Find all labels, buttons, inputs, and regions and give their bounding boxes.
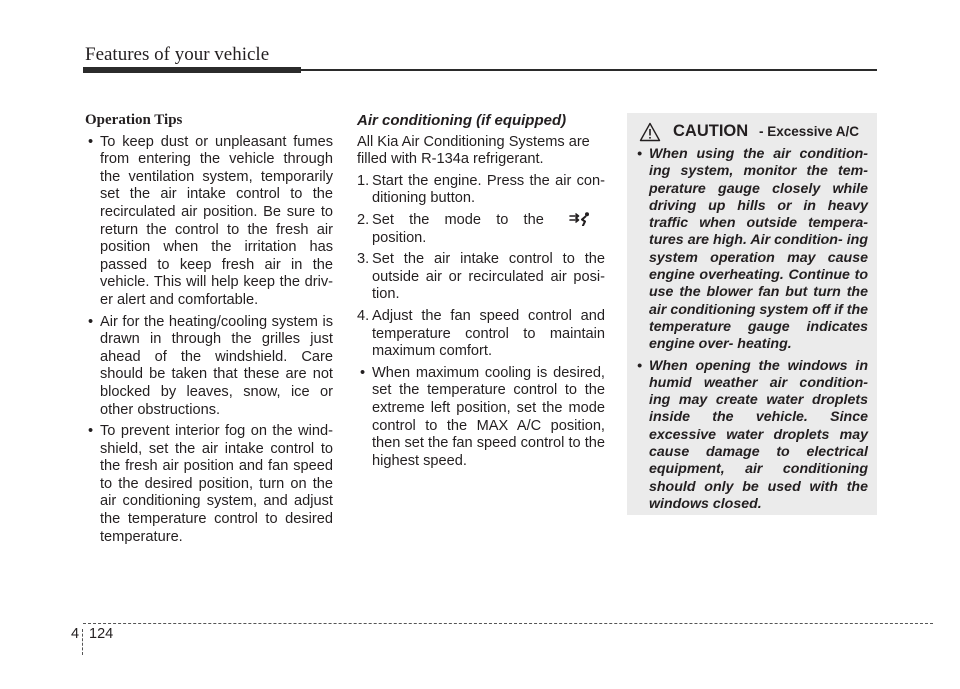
page-number: 124 <box>89 626 114 642</box>
caution-subtitle: - Excessive A/C <box>759 124 860 139</box>
ac-step-3 <box>357 251 605 304</box>
tip-bullet-3: • To prevent interior fog on the wind- shield, set the air intake control to the fresh air position and fan speed to the desired position, turn on the air conditioning system, and adjust the temperature control to desired temperature. <box>85 423 333 546</box>
ac-max-cooling-bullet: • When maximum cooling is desired, set the temperature control to the extreme left position, set the mode control to the MAX A/C position, then set the fan speed control to the highest speed. <box>357 365 605 471</box>
caution-bullet-2: • When opening the windows in humid weather air condition- ing may create water droplets inside the vehicle. Since excessive water droplets may cause damage to electrical equipment, air conditioning should only be used with the windows closed. <box>634 358 868 514</box>
header-rule-thin <box>301 69 877 71</box>
ac-step-number: 2. <box>357 211 370 228</box>
caution-bullet-1: • When using the air condition- ing system, monitor the tem- perature gauge closely while driving up hills or in heavy traffic when outside tempera- tures are high. Air condition- ing system operation may cause engine overheating. Continue to use the blower fan but turn the air conditioning system off if the temperature gauge indicates engine over- heating. <box>634 146 868 354</box>
operation-tips-column <box>85 112 333 550</box>
ac-step-1 <box>357 173 605 208</box>
tip-bullet-1: • To keep dust or unpleasant fumes from entering the vehicle through the ventilation system, temporarily set the air intake control to the recirculated air position. Be sure to return the control to the fresh air position when the irritation has passed to keep fresh air in the vehicle. This will help keep the driv- er alert and comfortable. <box>85 134 333 310</box>
ac-step-text: Start the engine. Press the air con- ditioning button. <box>372 172 605 207</box>
ac-step-4 <box>357 308 605 361</box>
ac-step-number: 1. <box>357 172 370 189</box>
caution-box <box>627 113 877 515</box>
warning-triangle-icon <box>639 122 661 142</box>
operation-tips-heading: Operation Tips <box>85 112 183 128</box>
footer-dashed-rule <box>83 623 933 624</box>
ac-step-text-after: position. <box>372 229 427 246</box>
air-conditioning-heading: Air conditioning (if equipped) <box>357 112 567 129</box>
page-header-title: Features of your vehicle <box>85 44 270 65</box>
tip-bullet-2: • Air for the heating/cooling system is drawn in through the grilles just ahead of the windshield. Care should be taken that these are not blocked by leaves, snow, ice or other obstructions. <box>85 314 333 420</box>
caution-title: CAUTION <box>673 122 749 140</box>
caution-header <box>639 122 873 142</box>
air-conditioning-intro: All Kia Air Conditioning Systems are filled with R-134a refrigerant. <box>357 133 590 168</box>
ac-step-number: 3. <box>357 251 370 268</box>
face-vent-mode-icon <box>569 212 591 226</box>
caution-body <box>634 146 868 517</box>
ac-step-text: Adjust the fan speed control and temperature control to maintain maximum comfort. <box>372 307 605 360</box>
ac-step-text-before: Set the mode to the <box>372 211 544 228</box>
air-conditioning-column <box>357 112 605 474</box>
ac-step-text: Set the air intake control to the outside air or recirculated air posi- tion. <box>372 251 605 303</box>
ac-step-number: 4. <box>357 307 370 324</box>
footer-divider <box>82 629 83 655</box>
ac-step-2 <box>357 212 605 247</box>
header-rule-thick <box>83 67 301 73</box>
chapter-number: 4 <box>71 626 80 642</box>
